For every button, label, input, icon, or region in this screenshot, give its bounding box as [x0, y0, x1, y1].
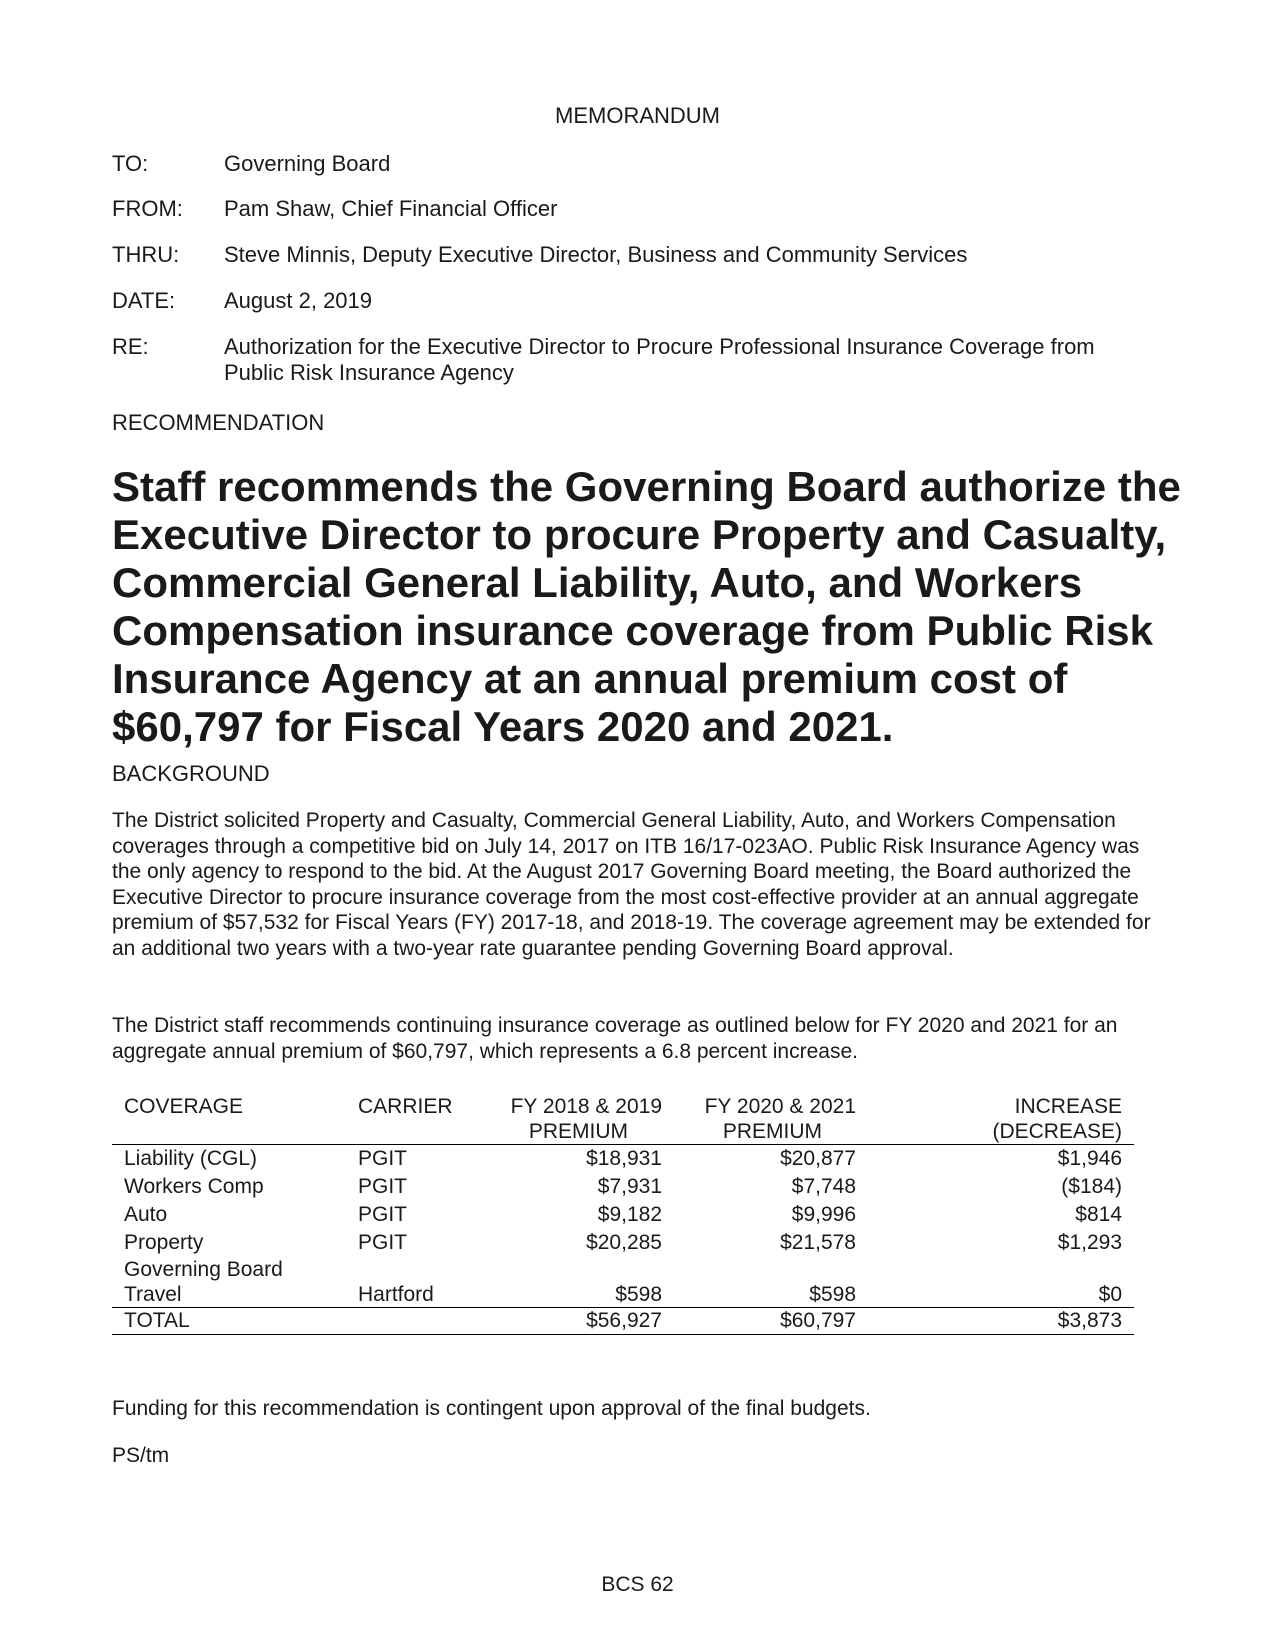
table-row: [112, 1201, 1134, 1229]
cell-carrier: PGIT: [358, 1231, 408, 1254]
cell-fy20: $20,877: [780, 1147, 856, 1170]
coverage-table: [112, 1094, 1134, 1335]
cell-change: ($184): [1061, 1175, 1122, 1198]
cell-change: $814: [1075, 1203, 1122, 1226]
recommendation-heading: RECOMMENDATION: [112, 410, 325, 435]
date-label: DATE:: [112, 288, 176, 313]
page-footer: BCS 62: [601, 1573, 674, 1596]
cell-change: $1,946: [1057, 1147, 1122, 1170]
from-value: Pam Shaw, Chief Financial Officer: [224, 196, 558, 221]
cell-fy20: $598: [809, 1283, 856, 1306]
cell-fy18: $7,931: [597, 1175, 662, 1198]
cell-fy20: $7,748: [791, 1175, 856, 1198]
total-fy20: $60,797: [780, 1309, 856, 1332]
cell-fy18: $18,931: [586, 1147, 662, 1170]
cell-coverage: Auto: [124, 1203, 168, 1226]
table-row: [112, 1229, 1134, 1257]
re-value: Authorization for the Executive Director to Procure Professional Insurance Coverage from Public Risk Insurance Agency: [224, 334, 1095, 385]
col-coverage: COVERAGE: [124, 1095, 244, 1118]
total-carrier: [346, 1308, 490, 1335]
col-increase: INCREASE (DECREASE): [992, 1095, 1122, 1143]
cell-coverage: Liability (CGL): [124, 1147, 258, 1170]
cell-fy20: $21,578: [780, 1231, 856, 1254]
table-row: [112, 1173, 1134, 1201]
from-label: FROM:: [112, 196, 183, 221]
to-value: Governing Board: [224, 151, 391, 176]
thru-label: THRU:: [112, 242, 180, 267]
background-heading: BACKGROUND: [112, 761, 270, 786]
total-fy18: $56,927: [586, 1309, 662, 1332]
cell-change: $1,293: [1057, 1231, 1122, 1254]
cell-change: $0: [1098, 1283, 1122, 1306]
col-fy20-premium: FY 2020 & 2021 PREMIUM: [704, 1095, 856, 1143]
table-header-row: [112, 1094, 1134, 1145]
cell-fy20: $9,996: [791, 1203, 856, 1226]
total-change: $3,873: [1057, 1309, 1122, 1332]
col-carrier: CARRIER: [358, 1095, 453, 1118]
col-fy18-premium: FY 2018 & 2019 PREMIUM: [510, 1095, 662, 1143]
cell-coverage: Property: [124, 1231, 204, 1254]
re-label: RE:: [112, 334, 149, 359]
cell-coverage: Governing Board Travel: [124, 1258, 283, 1306]
background-paragraph-2: The District staff recommends continuing insurance coverage as outlined below for FY 2020 and 2021 for an aggregate annual premium of $60,797, which represents a 6.8 percent increase.: [112, 1014, 1118, 1063]
cell-coverage: Workers Comp: [124, 1175, 264, 1198]
date-value: August 2, 2019: [224, 288, 373, 313]
cell-fy18: $9,182: [597, 1203, 662, 1226]
table-row: [112, 1257, 1134, 1308]
cell-fy18: $20,285: [586, 1231, 662, 1254]
total-label: TOTAL: [124, 1309, 190, 1332]
table-row: [112, 1145, 1134, 1174]
cell-carrier: PGIT: [358, 1203, 408, 1226]
thru-value: Steve Minnis, Deputy Executive Director, Business and Community Services: [224, 242, 968, 267]
cell-fy18: $598: [615, 1283, 662, 1306]
initials: PS/tm: [112, 1444, 170, 1467]
recommendation-text: Staff recommends the Governing Board authorize the Executive Director to procure Property and Casualty, Commercial General Liability, Auto, and Workers Compensation insurance coverage from Public Risk Insurance Agency at an annual premium cost of $60,797 for Fiscal Years 2020 and 2021.: [112, 463, 1181, 750]
cell-carrier: PGIT: [358, 1175, 408, 1198]
table-total-row: [112, 1308, 1134, 1335]
funding-note: Funding for this recommendation is contingent upon approval of the final budgets.: [112, 1397, 871, 1420]
background-paragraph-1: The District solicited Property and Casualty, Commercial General Liability, Auto, and Workers Compensation coverages through a competitive bid on July 14, 2017 on ITB 16/17-023AO. Public Risk Insurance Agency was the only agency to respond to the bid. At the August 2017 Governing Board meeting, the Board authorized the Executive Director to procure insurance coverage from the most cost-effective provider at an annual aggregate premium of $57,532 for Fiscal Years (FY) 2017-18, and 2018-19. The coverage agreement may be extended for an additional two years with a two-year rate guarantee pending Governing Board approval.: [112, 809, 1151, 960]
to-label: TO:: [112, 151, 149, 176]
cell-carrier: PGIT: [358, 1147, 408, 1170]
memo-title: MEMORANDUM: [555, 103, 720, 128]
cell-carrier: Hartford: [358, 1283, 434, 1306]
